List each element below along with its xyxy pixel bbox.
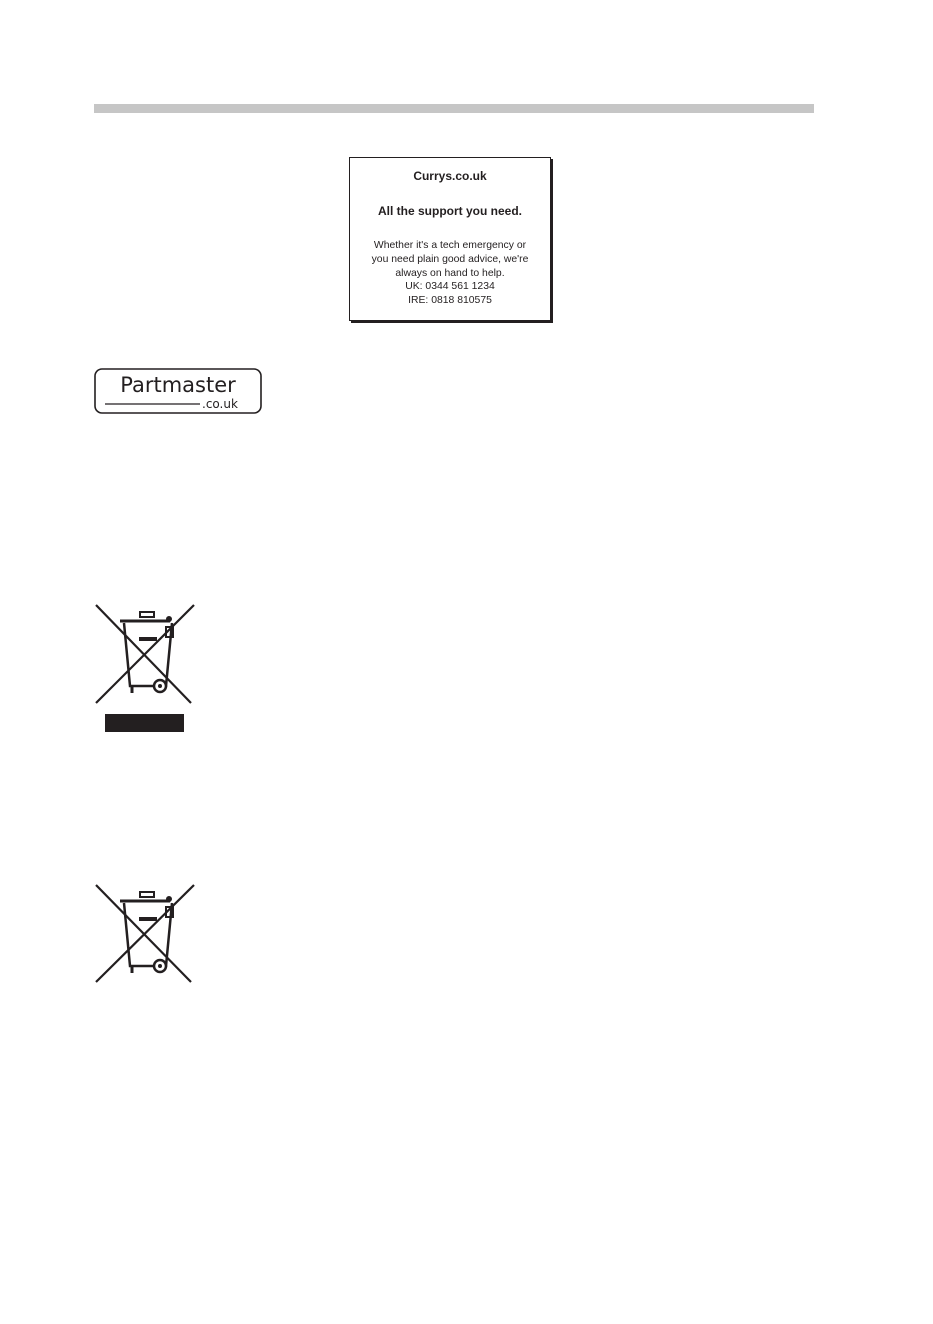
support-box-headline: All the support you need. <box>377 204 522 218</box>
support-box-line: Whether it's a tech emergency or <box>373 240 527 251</box>
currys-support-box <box>349 157 551 321</box>
weee-bin-with-bar-icon <box>92 600 196 734</box>
support-box-body <box>350 239 550 308</box>
support-phone-uk: UK: 0344 561 1234 <box>405 281 495 293</box>
partmaster-logo-domain: .co.uk <box>202 397 238 411</box>
weee-bin-icon <box>92 880 196 984</box>
support-phone-ire: IRE: 0818 810575 <box>408 295 492 307</box>
support-box-line: always on hand to help. <box>395 267 505 279</box>
support-box-line: you need plain good advice, we're <box>371 253 529 265</box>
support-box-title: Currys.co.uk <box>413 169 487 183</box>
header-rule <box>94 104 814 113</box>
partmaster-logo-name: Partmaster <box>120 373 236 397</box>
partmaster-logo <box>94 368 262 414</box>
